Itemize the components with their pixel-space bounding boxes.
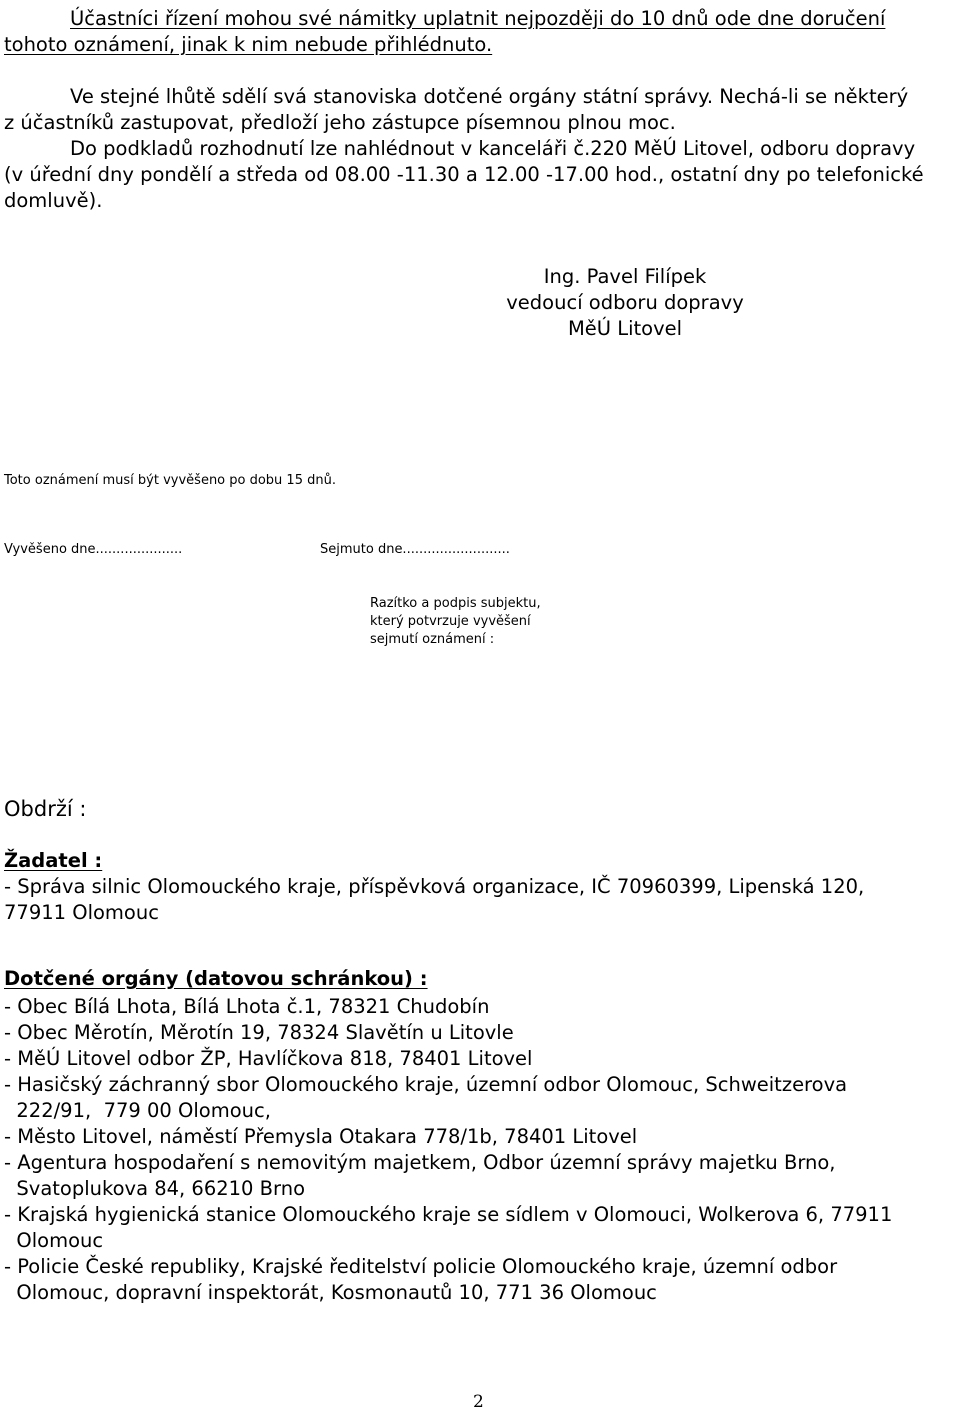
authority-item: - Obec Bílá Lhota, Bílá Lhota č.1, 78321 Chudobín bbox=[4, 995, 490, 1018]
applicant-line1: - Správa silnic Olomouckého kraje, příspěvková organizace, IČ 70960399, Lipenská 120, bbox=[4, 875, 865, 898]
applicant-heading: Žadatel : bbox=[4, 849, 103, 872]
deadline-notice-line1: Účastníci řízení mohou své námitky uplatnit nejpozději do 10 dnů ode dne doručení bbox=[70, 7, 886, 30]
signatory-name: Ing. Pavel Filípek bbox=[543, 265, 707, 288]
posting-duration-note: Toto oznámení musí být vyvěšeno po dobu 15 dnů. bbox=[4, 473, 336, 488]
authority-item-continuation: Svatoplukova 84, 66210 Brno bbox=[4, 1177, 305, 1200]
authority-item: - Policie České republiky, Krajské ředitelství policie Olomouckého kraje, územní odbor bbox=[4, 1255, 838, 1278]
authority-item: - Krajská hygienická stanice Olomouckého kraje se sídlem v Olomouci, Wolkerova 6, 77911 bbox=[4, 1203, 893, 1226]
signatory-role: vedoucí odboru dopravy bbox=[506, 291, 744, 314]
posted-date-field: Vyvěšeno dne..................... bbox=[4, 542, 183, 557]
stamp-label-line3: sejmutí oznámení : bbox=[370, 632, 495, 647]
authority-item: - Město Litovel, náměstí Přemysla Otakara 778/1b, 78401 Litovel bbox=[4, 1125, 638, 1148]
authorities-notice-line1: Ve stejné lhůtě sdělí svá stanoviska dotčené orgány státní správy. Nechá-li se některý bbox=[70, 85, 909, 108]
documents-notice-line3: domluvě). bbox=[4, 189, 103, 212]
authority-item: - Agentura hospodaření s nemovitým majetkem, Odbor územní správy majetku Brno, bbox=[4, 1151, 836, 1174]
applicant-line2: 77911 Olomouc bbox=[4, 901, 159, 924]
recipients-heading: Obdrží : bbox=[4, 797, 87, 821]
stamp-label-line2: který potvrzuje vyvěšení bbox=[370, 614, 531, 629]
signatory-office: MěÚ Litovel bbox=[567, 317, 683, 340]
removed-date-field: Sejmuto dne.......................... bbox=[320, 542, 510, 557]
authority-item-continuation: Olomouc, dopravní inspektorát, Kosmonautů 10, 771 36 Olomouc bbox=[4, 1281, 657, 1304]
authority-item: - Obec Měrotín, Měrotín 19, 78324 Slavětín u Litovle bbox=[4, 1021, 514, 1044]
authorities-notice-line2: z účastníků zastupovat, předloží jeho zástupce písemnou plnou moc. bbox=[4, 111, 676, 134]
authorities-heading: Dotčené orgány (datovou schránkou) : bbox=[4, 967, 428, 990]
page-number: 2 bbox=[473, 1392, 484, 1412]
authority-item-continuation: Olomouc bbox=[4, 1229, 104, 1252]
documents-notice-line1: Do podkladů rozhodnutí lze nahlédnout v kanceláři č.220 MěÚ Litovel, odboru dopravy bbox=[70, 137, 916, 160]
authority-item: - Hasičský záchranný sbor Olomouckého kraje, územní odbor Olomouc, Schweitzerova bbox=[4, 1073, 848, 1096]
deadline-notice-line2: tohoto oznámení, jinak k nim nebude přihlédnuto. bbox=[4, 33, 493, 56]
authority-item: - MěÚ Litovel odbor ŽP, Havlíčkova 818, 78401 Litovel bbox=[4, 1047, 533, 1070]
documents-notice-line2: (v úřední dny pondělí a středa od 08.00 -11.30 a 12.00 -17.00 hod., ostatní dny po telefonické bbox=[4, 163, 924, 186]
stamp-label-line1: Razítko a podpis subjektu, bbox=[370, 596, 541, 611]
authority-item-continuation: 222/91, 779 00 Olomouc, bbox=[4, 1099, 271, 1122]
